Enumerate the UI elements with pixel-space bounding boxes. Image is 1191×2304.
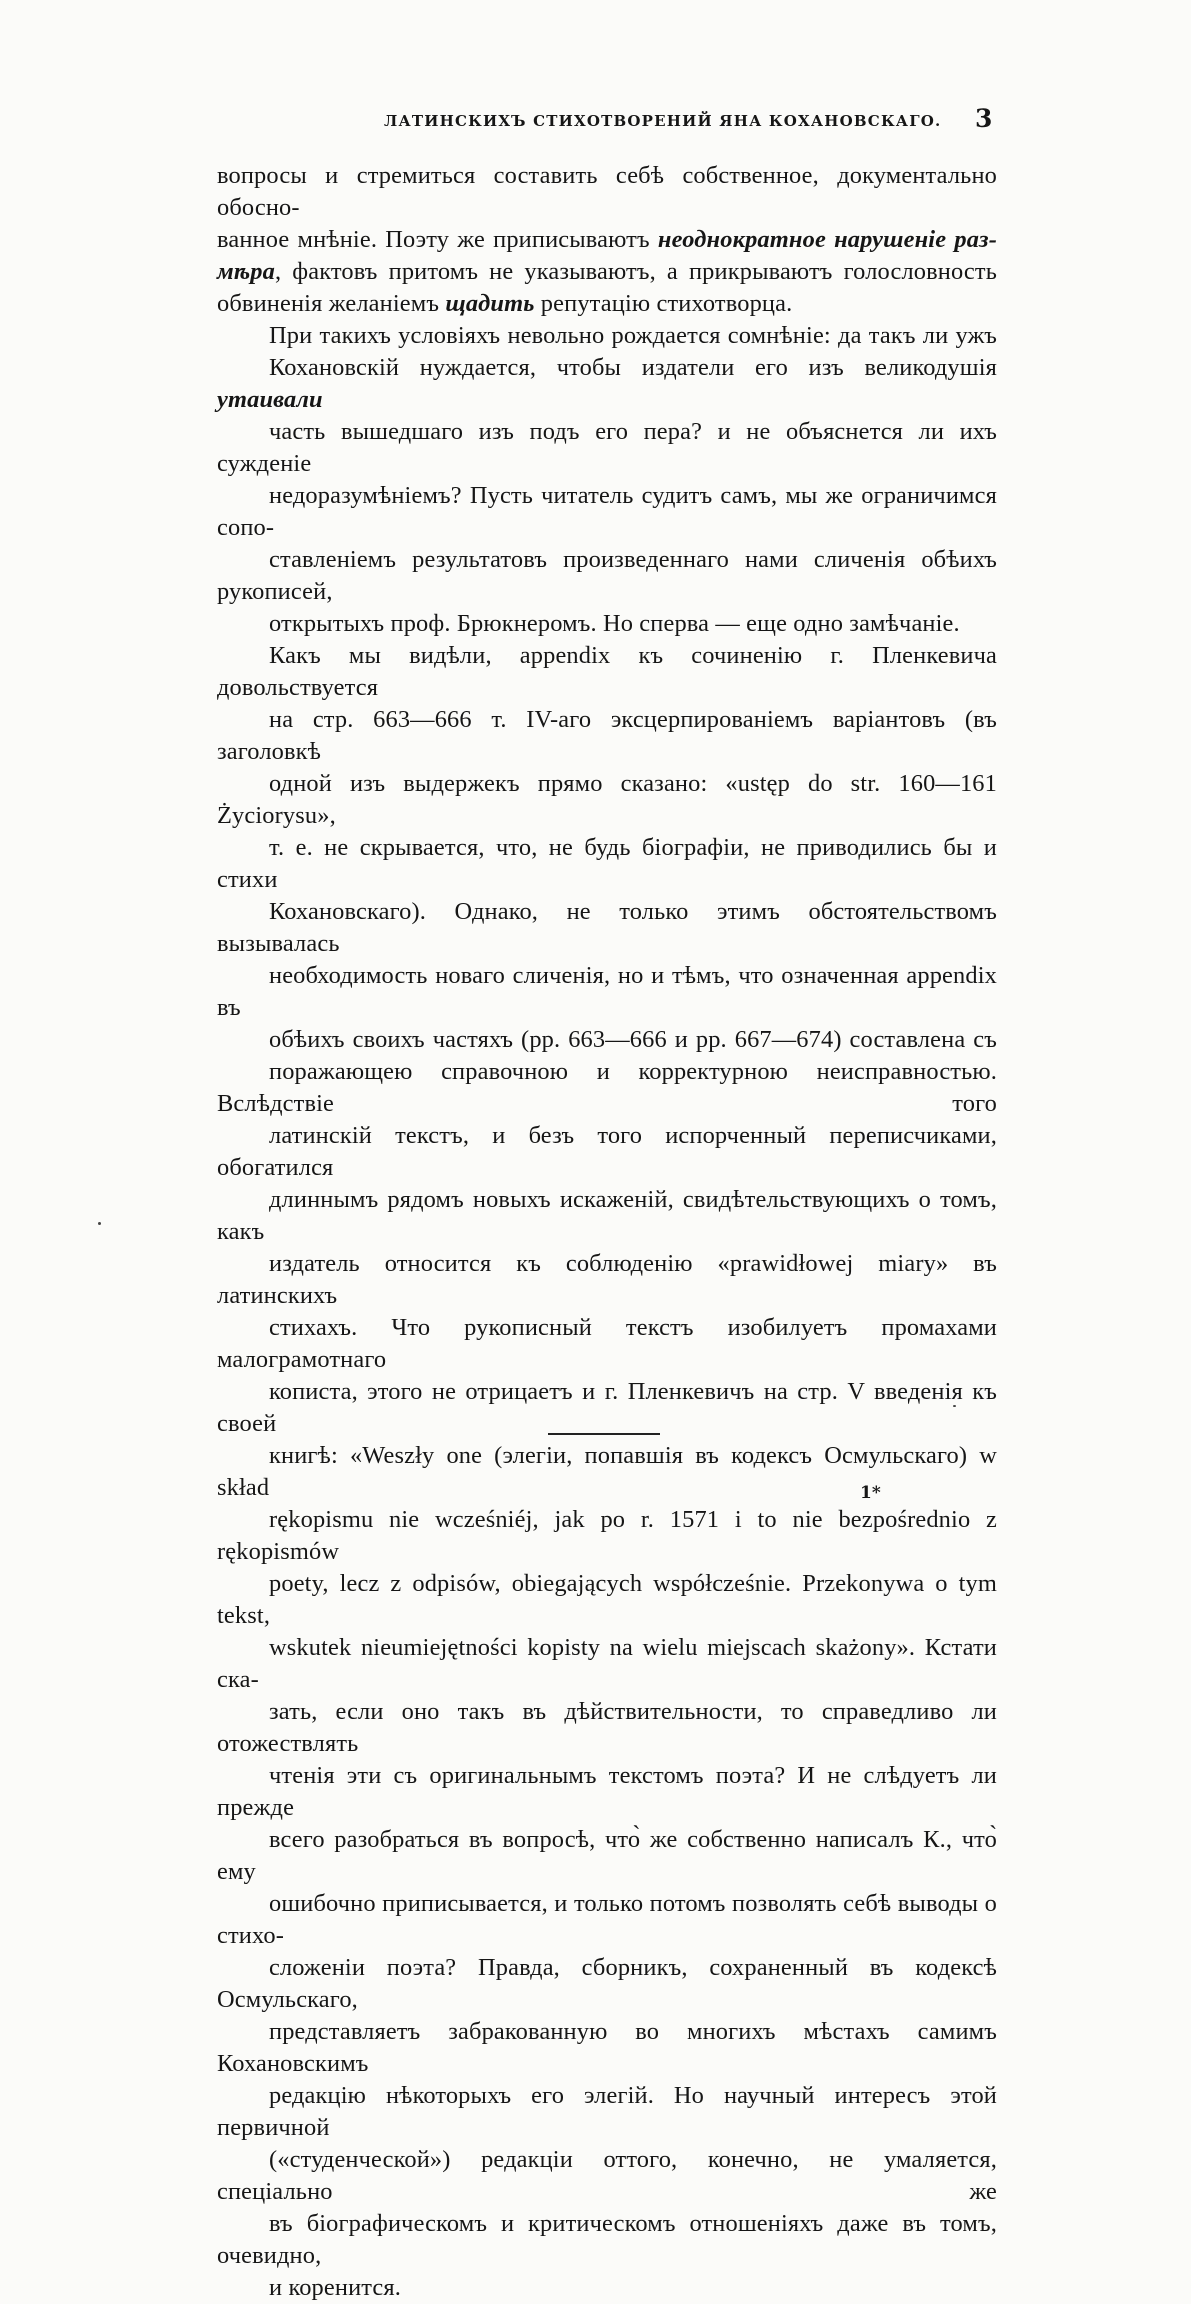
text-line bbox=[217, 960, 997, 1024]
text-line bbox=[217, 352, 997, 416]
text-line bbox=[217, 2272, 997, 2304]
text-line bbox=[217, 1760, 997, 1824]
emphasized-text: щадить bbox=[445, 290, 535, 317]
text-line bbox=[217, 1568, 997, 1632]
text-segment: rękopismu nie wcześniéj, jak po r. 1571 i to nie bezpośrednio z rękopismów bbox=[217, 1506, 997, 1565]
text-line bbox=[217, 896, 997, 960]
text-line bbox=[217, 480, 997, 544]
text-segment: wskutek nieumiejętności kopisty na wielu miejscach skażony». Кстати ска- bbox=[217, 1634, 997, 1693]
text-segment: poety, lecz z odpisów, obiegających współcześnie. Przekonywa o tym tekst, bbox=[217, 1570, 997, 1629]
text-segment: вопросы и стремиться составить себѣ собственное, документально обосно- bbox=[217, 162, 997, 221]
text-line bbox=[217, 1504, 997, 1568]
text-segment: репутацію стихотворца. bbox=[534, 290, 793, 317]
end-rule bbox=[548, 1433, 660, 1435]
text-line bbox=[217, 224, 997, 256]
text-line bbox=[217, 544, 997, 608]
signature-mark: 1* bbox=[860, 1483, 881, 1503]
text-line bbox=[217, 2080, 997, 2144]
text-segment: издатель относится къ соблюденію «prawidłowej miary» въ латинскихъ bbox=[217, 1250, 997, 1309]
text-segment: ванное мнѣніе. Поэту же приписываютъ bbox=[217, 226, 658, 253]
text-line bbox=[217, 768, 997, 832]
text-segment: длиннымъ рядомъ новыхъ искаженій, свидѣтельствующихъ о томъ, какъ bbox=[217, 1186, 997, 1245]
text-line bbox=[217, 1376, 997, 1440]
text-segment: книгѣ: «Weszły one (элегіи, попавшія въ кодексъ Осмульскаго) w skład bbox=[217, 1442, 997, 1501]
text-segment: Какъ мы видѣли, appendix къ сочиненію г. Пленкевича довольствуется bbox=[217, 642, 997, 701]
text-line bbox=[217, 160, 997, 224]
text-segment: сложеніи поэта? Правда, сборникъ, сохраненный въ кодексѣ Осмульскаго, bbox=[217, 1954, 997, 2013]
text-segment: ставленіемъ результатовъ произведеннаго нами сличенія обѣихъ рукописей, bbox=[217, 546, 997, 605]
text-segment: стихахъ. Что рукописный текстъ изобилуетъ промахами малограмотнаго bbox=[217, 1314, 997, 1373]
text-line bbox=[217, 256, 997, 288]
text-line bbox=[217, 1888, 997, 1952]
text-segment: Кохановскаго). Однако, не только этимъ обстоятельствомъ вызывалась bbox=[217, 898, 997, 957]
text-line bbox=[217, 1184, 997, 1248]
text-line bbox=[217, 1696, 997, 1760]
text-line bbox=[217, 1952, 997, 2016]
text-line bbox=[217, 1632, 997, 1696]
text-segment: обвиненія желаніемъ bbox=[217, 290, 446, 317]
text-line bbox=[217, 1248, 997, 1312]
text-segment: одной изъ выдержекъ прямо сказано: «ustęp do str. 160—161 Życiorysu», bbox=[217, 770, 997, 829]
body-text bbox=[217, 160, 997, 2304]
paragraph bbox=[217, 160, 997, 320]
text-segment: ошибочно приписывается, и только потомъ позволять себѣ выводы о стихо- bbox=[217, 1890, 997, 1949]
paragraph bbox=[217, 320, 997, 640]
running-head: ЛАТИНСКИХЪ СТИХОТВОРЕНИЙ ЯНА КОХАНОВСКАГО. bbox=[384, 112, 942, 130]
text-line bbox=[217, 416, 997, 480]
text-segment: всего разобраться въ вопросѣ, что̀ же собственно написалъ К., что̀ ему bbox=[217, 1826, 997, 1885]
text-line bbox=[217, 1056, 997, 1120]
emphasized-text: неоднократное нарушеніе раз- bbox=[657, 226, 997, 253]
text-segment: поражающею справочною и корректурною неисправностью. Вслѣдствіе того bbox=[217, 1058, 997, 1117]
text-segment: открытыхъ проф. Брюкнеромъ. Но сперва — еще одно замѣчаніе. bbox=[269, 610, 960, 637]
text-line bbox=[217, 1024, 997, 1056]
text-segment: латинскій текстъ, и безъ того испорченный переписчиками, обогатился bbox=[217, 1122, 997, 1181]
text-segment: , фактовъ притомъ не указываютъ, а прикрываютъ голословность bbox=[274, 258, 997, 285]
text-segment: представляетъ забракованную во многихъ мѣстахъ самимъ Кохановскимъ bbox=[217, 2018, 997, 2077]
text-segment: недоразумѣніемъ? Пусть читатель судитъ самъ, мы же ограничимся сопо- bbox=[217, 482, 997, 541]
text-segment: необходимость новаго сличенія, но и тѣмъ, что означенная appendix въ bbox=[217, 962, 997, 1021]
emphasized-text: мѣра bbox=[217, 258, 275, 285]
text-line bbox=[217, 704, 997, 768]
emphasized-text: утаивали bbox=[217, 386, 323, 413]
text-line bbox=[217, 2144, 997, 2208]
text-segment: обѣихъ своихъ частяхъ (pp. 663—666 и pp. 667—674) составлена съ bbox=[269, 1026, 997, 1053]
text-segment: т. е. не скрывается, что, не будь біографіи, не приводились бы и стихи bbox=[217, 834, 997, 893]
text-line bbox=[217, 640, 997, 704]
text-segment: зать, если оно такъ въ дѣйствительности, то справедливо ли отожествлять bbox=[217, 1698, 997, 1757]
text-line bbox=[217, 288, 997, 320]
text-line bbox=[217, 2016, 997, 2080]
text-segment: и коренится. bbox=[269, 2274, 401, 2301]
text-segment: При такихъ условіяхъ невольно рождается сомнѣніе: да такъ ли ужъ bbox=[269, 322, 997, 349]
text-line bbox=[217, 2208, 997, 2272]
page-number: 3 bbox=[975, 104, 993, 133]
text-segment: редакцію нѣкоторыхъ его элегій. Но научный интересъ этой первичной bbox=[217, 2082, 997, 2141]
ink-speck bbox=[953, 1405, 956, 1407]
text-line bbox=[217, 1312, 997, 1376]
text-line bbox=[217, 1824, 997, 1888]
text-line bbox=[217, 320, 997, 352]
text-segment: на стр. 663—666 т. IV-аго эксцерпированіемъ варіантовъ (въ заголовкѣ bbox=[217, 706, 997, 765]
text-segment: чтенія эти съ оригинальнымъ текстомъ поэта? И не слѣдуетъ ли прежде bbox=[217, 1762, 997, 1821]
text-segment: Кохановскій нуждается, чтобы издатели его изъ великодушія bbox=[269, 354, 997, 381]
text-segment: («студенческой») редакціи оттого, конечно, не умаляется, спеціально же bbox=[217, 2146, 997, 2205]
text-line bbox=[217, 1120, 997, 1184]
ink-speck bbox=[98, 1222, 101, 1225]
text-segment: часть вышедшаго изъ подъ его пера? и не объяснется ли ихъ сужденіе bbox=[217, 418, 997, 477]
text-line bbox=[217, 832, 997, 896]
paragraph bbox=[217, 640, 997, 2304]
text-segment: въ біографическомъ и критическомъ отношеніяхъ даже въ томъ, очевидно, bbox=[217, 2210, 997, 2269]
text-segment: кописта, этого не отрицаетъ и г. Пленкевичъ на стр. V введенія къ своей bbox=[217, 1378, 997, 1437]
text-line bbox=[217, 608, 997, 640]
